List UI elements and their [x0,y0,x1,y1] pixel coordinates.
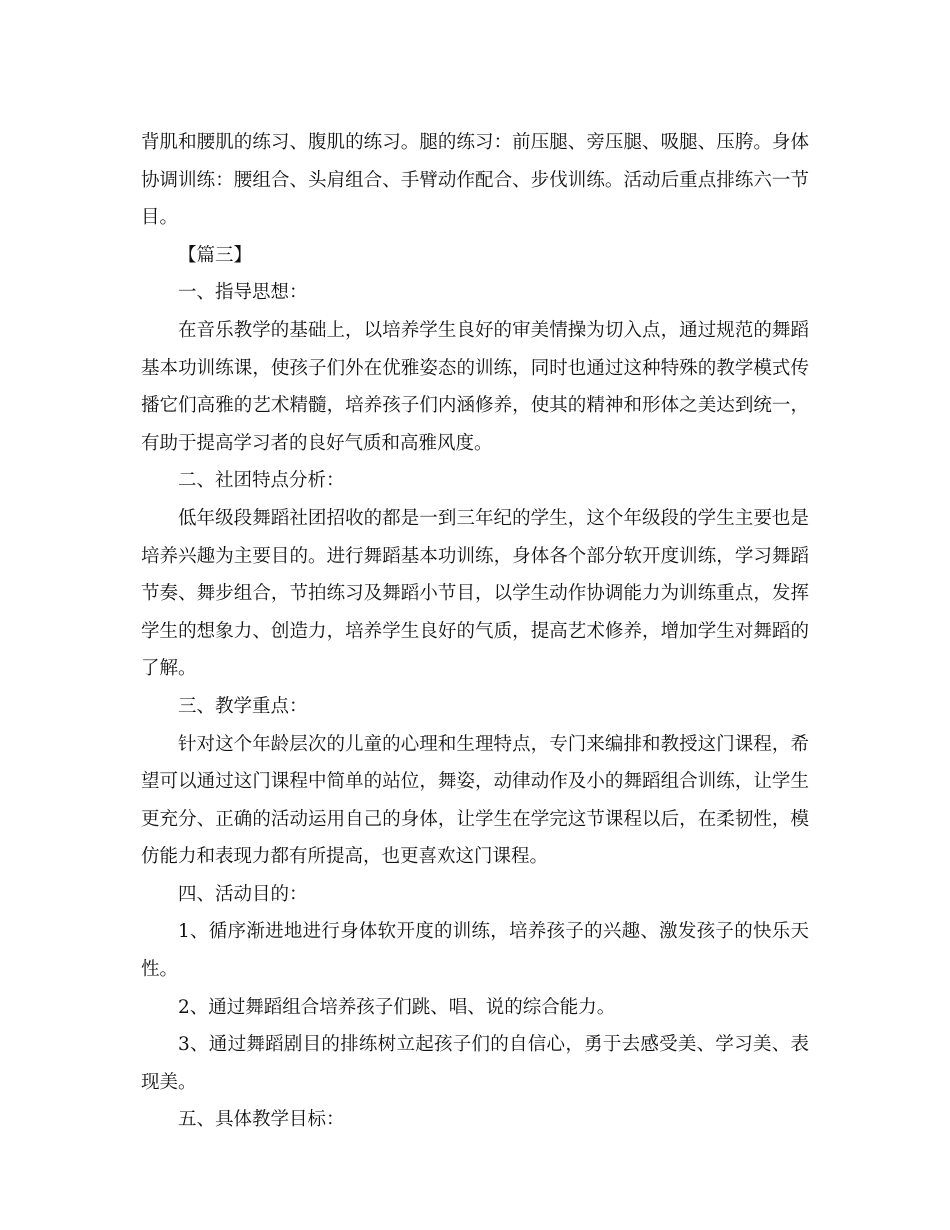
list-item-purpose-3: 3、通过舞蹈剧目的排练树立起孩子们的自信心，勇于去感受美、学习美、表现美。 [141,1034,809,1093]
paragraph-club-analysis: 低年级段舞蹈社团招收的都是一到三年纪的学生，这个年级段的学生主要也是培养兴趣为主要目的。进行舞蹈基本功训练，身体各个部分软开度训练，学习舞蹈节奏、舞步组合，节拍练习及舞蹈小节目，以学生动作协调能力为训练重点，发挥学生的想象力、创造力，培养学生良好的气质，提高艺术修养，增加学生对舞蹈的了解。 [141,507,809,680]
list-item-purpose-2: 2、通过舞蹈组合培养孩子们跳、唱、说的综合能力。 [178,996,616,1018]
paragraph-guiding-thought: 在音乐教学的基础上，以培养学生良好的审美情操为切入点，通过规范的舞蹈基本功训练课，使孩子们外在优雅姿态的训练，同时也通过这种特殊的教学模式传播它们高雅的艺术精髓，培养孩子们内涵修养，使其的精神和形体之美达到统一，有助于提高学习者的良好气质和高雅风度。 [141,319,809,454]
heading-club-analysis: 二、社团特点分析： [178,470,345,492]
paragraph-leg-training: 背肌和腰肌的练习、腹肌的练习。腿的练习：前压腿、旁压腿、吸腿、压胯。身体协调训练：腰组合、头肩组合、手臂动作配合、步伐训练。活动后重点排练六一节目。 [141,132,809,229]
list-item-purpose-1: 1、循序渐进地进行身体软开度的训练，培养孩子的兴趣、激发孩子的快乐天性。 [141,921,809,981]
heading-teaching-focus: 三、教学重点： [178,695,308,717]
section-heading-part-three: 【篇三】 [178,244,253,266]
heading-guiding-thought: 一、指导思想： [178,282,308,304]
paragraph-teaching-focus: 针对这个年龄层次的儿童的心理和生理特点，专门来编排和教授这门课程，希望可以通过这门课程中简单的站位，舞姿，动律动作及小的舞蹈组合训练，让学生更充分、正确的活动运用自己的身体，让学生在学完这节课程以后，在柔韧性，模仿能力和表现力都有所提高，也更喜欢这门课程。 [141,733,809,868]
heading-activity-purpose: 四、活动目的： [178,883,308,905]
document-body [141,124,809,1139]
heading-teaching-goals: 五、具体教学目标： [178,1109,345,1131]
